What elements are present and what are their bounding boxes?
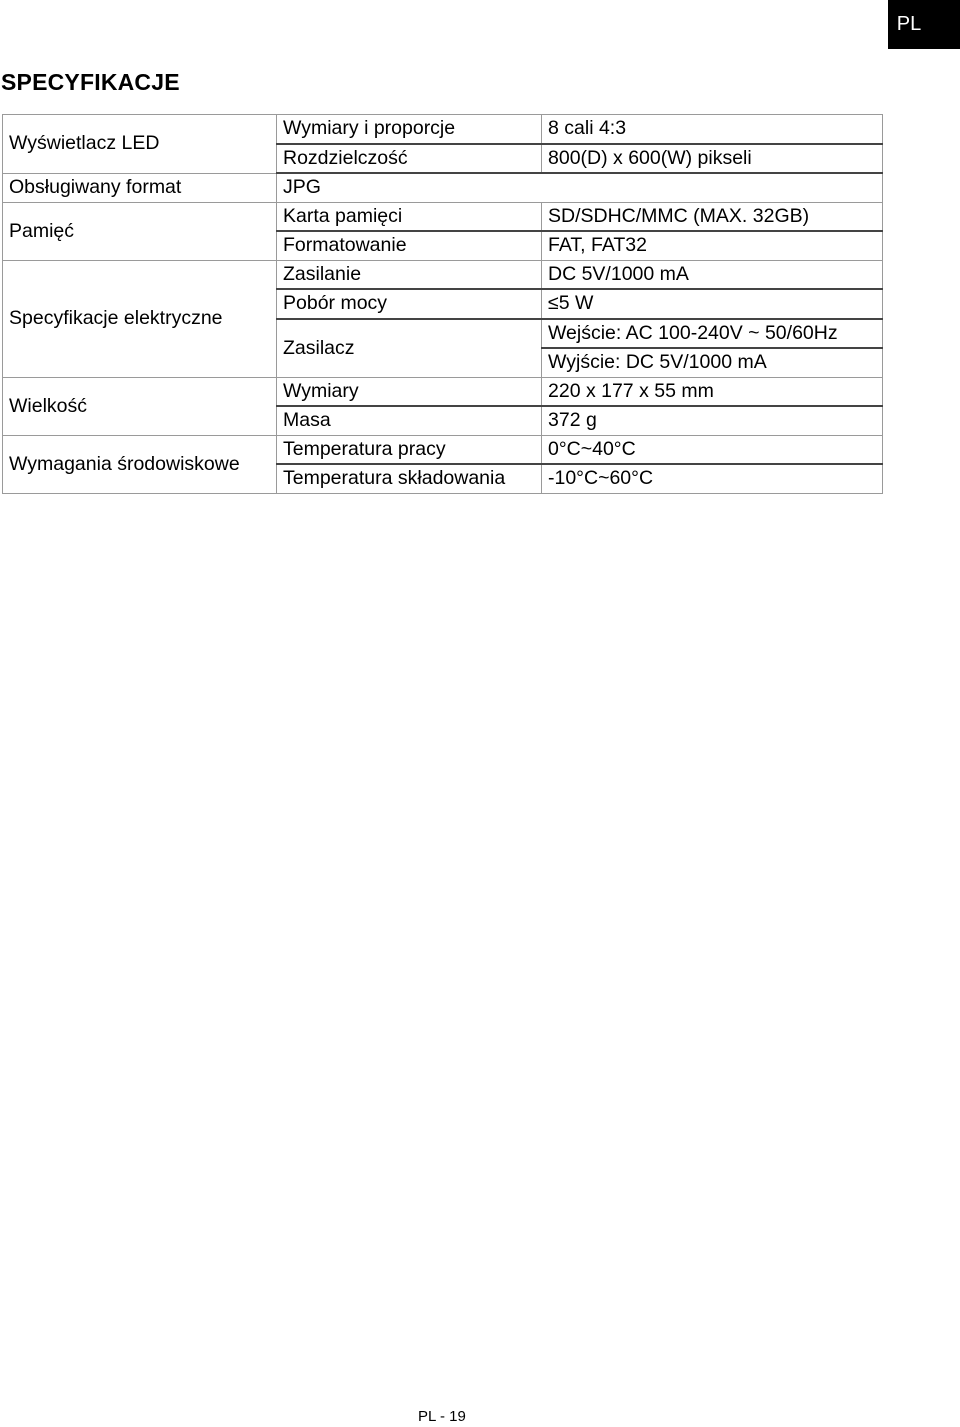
value-operating-temp: 0°C~40°C [542,435,883,464]
value-storage-temp: -10°C~60°C [542,464,883,493]
page-title: SPECYFIKACJE [1,69,180,95]
value-adapter-input: Wejście: AC 100-240V ~ 50/60Hz [542,319,883,349]
specification-table [2,114,883,494]
value-adapter-output: Wyjście: DC 5V/1000 mA [542,348,883,377]
item-mass: Masa [277,406,542,435]
value-format: JPG [277,173,883,202]
table-row [3,435,883,464]
item-resolution: Rozdzielczość [277,144,542,174]
category-size: Wielkość [3,377,277,435]
item-formatting: Formatowanie [277,231,542,260]
item-power-supply: Zasilanie [277,260,542,289]
language-tab: PL [888,0,960,49]
item-storage-temp: Temperatura składowania [277,464,542,493]
item-operating-temp: Temperatura pracy [277,435,542,464]
value-memory-card: SD/SDHC/MMC (MAX. 32GB) [542,202,883,231]
value-dimensions: 220 x 177 x 55 mm [542,377,883,406]
category-memory: Pamięć [3,202,277,260]
table-row [3,260,883,289]
category-format: Obsługiwany format [3,173,277,202]
category-electrical: Specyfikacje elektryczne [3,260,277,377]
table-row [3,202,883,231]
item-size-ratio: Wymiary i proporcje [277,115,542,144]
value-power-supply: DC 5V/1000 mA [542,260,883,289]
page-number: PL - 19 [418,1408,466,1425]
table-row [3,115,883,144]
value-mass: 372 g [542,406,883,435]
category-environment: Wymagania środowiskowe [3,435,277,493]
item-dimensions: Wymiary [277,377,542,406]
category-display: Wyświetlacz LED [3,115,277,174]
table-row [3,377,883,406]
value-resolution: 800(D) x 600(W) pikseli [542,144,883,174]
table-row [3,173,883,202]
item-memory-card: Karta pamięci [277,202,542,231]
value-formatting: FAT, FAT32 [542,231,883,260]
item-power-consumption: Pobór mocy [277,289,542,319]
item-adapter: Zasilacz [277,319,542,378]
value-power-consumption: ≤5 W [542,289,883,319]
value-size-ratio: 8 cali 4:3 [542,115,883,144]
